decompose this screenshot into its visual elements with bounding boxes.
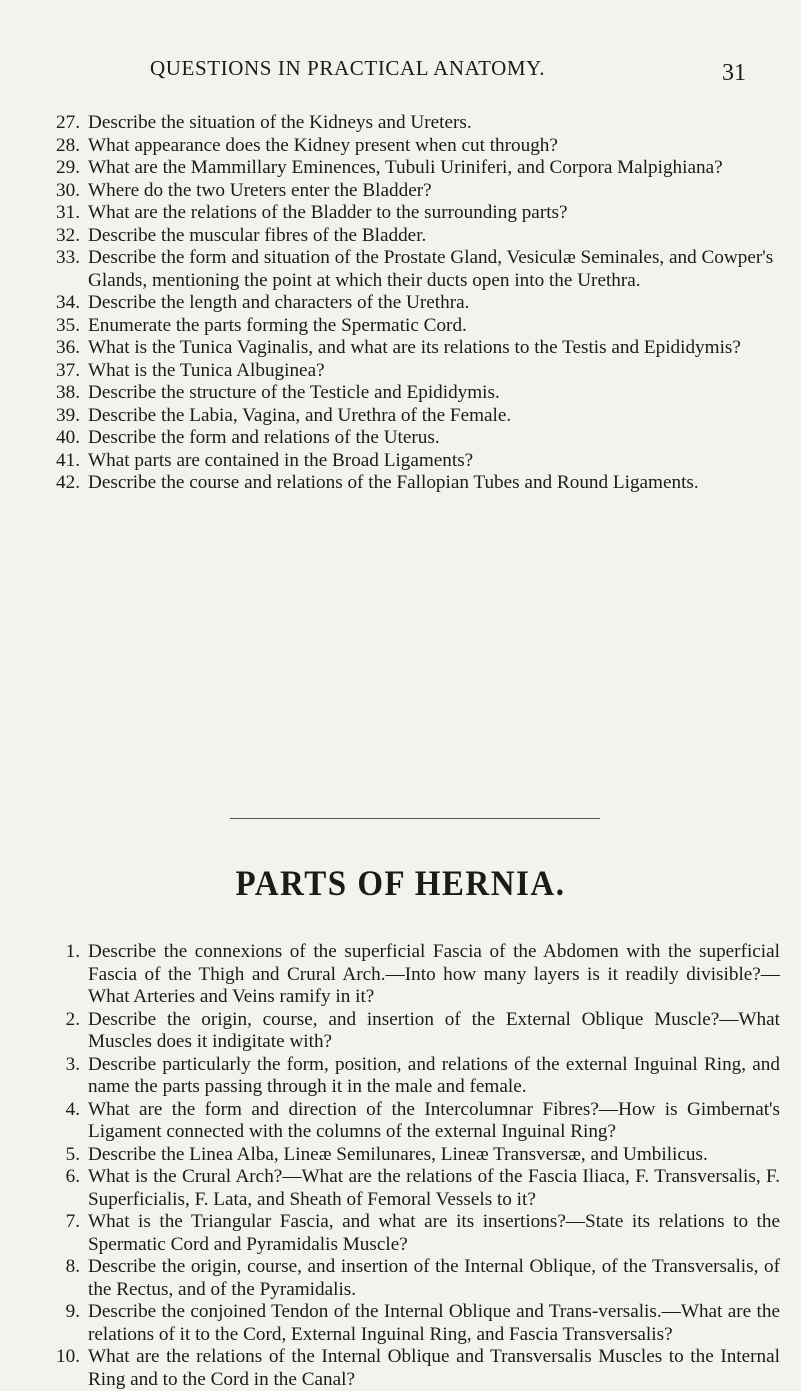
question-text: What are the relations of the Internal Oblique and Transversalis Muscles to the Internal Ring and to the Cord in the Canal? [88, 1346, 780, 1390]
question-item [40, 472, 780, 495]
question-number: 29. [56, 157, 80, 178]
question-text: Describe particularly the form, position, and relations of the external Inguinal Ring, and name the parts passing through it in the male and female. [88, 1053, 780, 1097]
question-text: Describe the Linea Alba, Lineæ Semilunares, Lineæ Transversæ, and Umbilicus. [88, 1143, 708, 1165]
question-number: 28. [56, 134, 80, 156]
question-number: 9. [65, 1301, 80, 1322]
question-number: 38. [56, 382, 80, 403]
question-number: 4. [65, 1098, 80, 1120]
question-text: Describe the length and characters of the Urethra. [88, 292, 470, 313]
question-text: Describe the origin, course, and insertion of the Internal Oblique, of the Transversalis, of the Rectus, and of the Pyramidalis. [88, 1256, 780, 1300]
question-text: What are the relations of the Bladder to the surrounding parts? [88, 202, 568, 223]
section-heading: PARTS OF HERNIA. [235, 864, 566, 904]
page-number: 31 [722, 60, 746, 86]
question-number: 35. [56, 314, 80, 336]
question-item [40, 135, 780, 158]
question-number: 41. [56, 449, 80, 471]
question-list-hernia [40, 941, 780, 1391]
question-number: 33. [56, 247, 80, 268]
question-number: 27. [56, 112, 80, 133]
question-text: Describe the connexions of the superficial Fascia of the Abdomen with the superficial Fascia of the Thigh and Crural Arch.—Into how many layers is it readily divisible?—What Arteries and Veins ramify in it? [88, 941, 780, 1007]
question-text: What is the Tunica Vaginalis, and what are its relations to the Testis and Epididymis? [88, 337, 741, 358]
question-number: 2. [65, 1008, 80, 1030]
question-item [40, 360, 780, 383]
question-text: What appearance does the Kidney present when cut through? [88, 134, 558, 156]
question-number: 7. [65, 1211, 80, 1232]
question-item [40, 1099, 780, 1144]
question-item [40, 405, 780, 428]
question-item [40, 337, 780, 360]
question-item [40, 1009, 780, 1054]
question-number: 3. [65, 1053, 80, 1075]
question-item [40, 450, 780, 473]
question-text: Describe the conjoined Tendon of the Internal Oblique and Trans-versalis.—What are the relations of it to the Cord, External Inguinal Ring, and Fascia Transversalis? [88, 1301, 780, 1345]
question-number: 6. [65, 1166, 80, 1187]
question-text: Describe the structure of the Testicle and Epididymis. [88, 382, 500, 403]
question-text: What are the Mammillary Eminences, Tubuli Uriniferi, and Corpora Malpighiana? [88, 157, 723, 178]
question-item [40, 1256, 780, 1301]
question-text: Describe the situation of the Kidneys and Ureters. [88, 112, 472, 133]
question-text: What parts are contained in the Broad Ligaments? [88, 449, 474, 471]
question-text: Describe the origin, course, and insertion of the External Oblique Muscle?—What Muscles does it indigitate with? [88, 1008, 780, 1052]
question-text: Describe the form and situation of the Prostate Gland, Vesiculæ Seminales, and Cowper's Glands, mentioning the point at which their ducts open into the Urethra. [88, 247, 774, 291]
question-number: 31. [56, 202, 80, 223]
question-item [40, 1301, 780, 1346]
question-item [40, 1144, 780, 1167]
question-item [40, 247, 780, 292]
question-number: 34. [56, 292, 80, 313]
question-number: 8. [65, 1256, 80, 1277]
question-item [40, 1346, 780, 1391]
question-number: 1. [65, 941, 80, 962]
question-number: 39. [56, 404, 80, 426]
question-text: Enumerate the parts forming the Spermatic Cord. [88, 314, 467, 336]
question-number: 5. [65, 1143, 80, 1165]
question-text: What is the Crural Arch?—What are the relations of the Fascia Iliaca, F. Transversalis, F. Superficialis, F. Lata, and Sheath of Femoral Vessels to it? [88, 1166, 780, 1210]
question-text: Where do the two Ureters enter the Bladder? [88, 179, 432, 201]
question-number: 40. [56, 427, 80, 448]
question-text: Describe the form and relations of the Uterus. [88, 427, 440, 448]
question-item [40, 180, 780, 203]
question-number: 32. [56, 224, 80, 246]
question-item [40, 315, 780, 338]
question-number: 36. [56, 337, 80, 358]
question-item [40, 427, 780, 450]
question-item [40, 1166, 780, 1211]
question-number: 37. [56, 359, 80, 381]
question-number: 30. [56, 179, 80, 201]
question-item [40, 1211, 780, 1256]
question-text: What are the form and direction of the Intercolumnar Fibres?—How is Gimbernat's Ligament connected with the columns of the external Inguinal Ring? [88, 1098, 780, 1142]
question-text: Describe the Labia, Vagina, and Urethra of the Female. [88, 404, 512, 426]
question-item [40, 225, 780, 248]
question-number: 10. [56, 1346, 80, 1367]
question-item [40, 202, 780, 225]
question-item [40, 1054, 780, 1099]
question-text: What is the Triangular Fascia, and what are its insertions?—State its relations to the Spermatic Cord and Pyramidalis Muscle? [88, 1211, 780, 1255]
question-text: What is the Tunica Albuginea? [88, 359, 325, 381]
question-list-anatomy [40, 112, 780, 495]
section-divider [230, 818, 600, 819]
question-item [40, 382, 780, 405]
question-item [40, 112, 780, 135]
running-header: QUESTIONS IN PRACTICAL ANATOMY. [150, 56, 546, 80]
question-text: Describe the muscular fibres of the Bladder. [88, 224, 427, 246]
question-text: Describe the course and relations of the Fallopian Tubes and Round Ligaments. [88, 472, 699, 493]
question-number: 42. [56, 472, 80, 493]
question-item [40, 292, 780, 315]
question-item [40, 941, 780, 1009]
question-item [40, 157, 780, 180]
